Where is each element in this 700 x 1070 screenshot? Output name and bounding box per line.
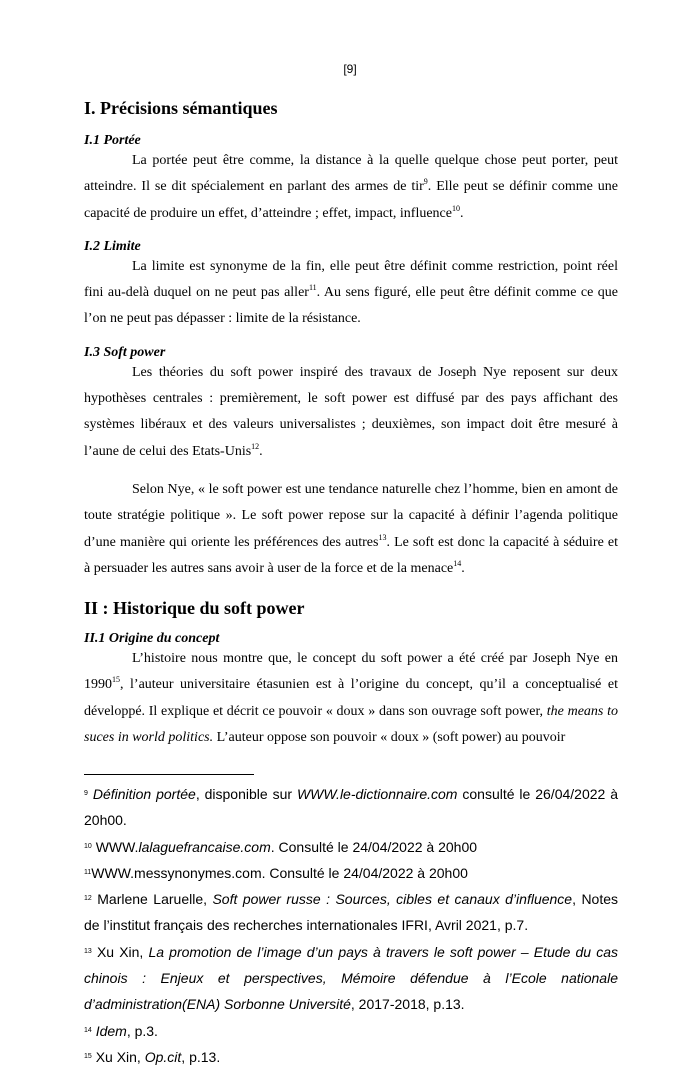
footnote-ref[interactable]: 15 (112, 675, 120, 685)
footnote: $^9$ Définition portée, disponible sur WWW.le-dictionnaire.com consulté le 26/04/2022 à 20h00. (84, 786, 618, 829)
footnote-ref[interactable]: 14 (453, 558, 462, 568)
footnote: $^{12}$ Marlene Laruelle, Soft power russe : Sources, cibles et canaux d’influence, Notes de l’institut français des recherches internationales IFRI, Avril 2021, p.7. (84, 891, 619, 934)
section-heading: I. Précisions sémantiques (84, 98, 278, 118)
footnote: $^{11}$WWW.messynonymes.com. Consulté le 24/04/2022 à 20h00 (84, 864, 468, 881)
paragraph: La portée peut être comme, la distance à la quelle quelque chose peut porter, peut atteindre. Il se dit spécialement en parlant des armes de tir$^9$. Elle peut se définir comme une capacité de produire un effet, d’atteindre ; effet, impact, influence$^{10}$. (84, 153, 618, 221)
subsection-heading: I.1 Portée (84, 133, 141, 148)
footnotes (84, 774, 618, 1070)
page-number: [9] (343, 62, 357, 76)
section-heading: II : Historique du soft power (84, 598, 305, 619)
footnote-ref[interactable]: 9 (423, 177, 428, 187)
subsection-heading: I.3 Soft power (84, 344, 166, 360)
footnote-ref[interactable]: 11 (308, 283, 317, 293)
main-content (84, 96, 618, 751)
subsection-heading: II.1 Origine du concept (84, 631, 220, 647)
paragraph: La limite est synonyme de la fin, elle peut être définit comme restriction, point réel fini au-delà duquel on ne peut pas aller$^{11}$. Au sens figuré, elle peut être définit comme ce que l’on ne peut pas dépasser : limite de la résistance. (84, 258, 619, 327)
footnote: $^{15}$ Xu Xin, Op.cit, p.13. (84, 1048, 221, 1065)
footnote-ref[interactable]: 13 (378, 532, 387, 542)
paragraph: Selon Nye, « le soft power est une tendance naturelle chez l’homme, bien en amont de toute stratégie politique ». Le soft power repose sur la capacité à définir l’agenda politique d’une manière qui oriente les préférences des autres$^{13}$. Le soft est donc la capacité à séduire et à persuader les autres sans avoir à user de la force et de la menace$^{14}$. (84, 481, 618, 576)
footnote: $^{13}$ Xu Xin, La promotion de l’image d’un pays à travers le soft power – Etude du cas chinois : Enjeux et perspectives, Mémoire défendue à l’Ecole nationale d’administration(ENA) Sorbonne Université, 2017-2018, p.13. (84, 943, 618, 1013)
paragraph: L’histoire nous montre que, le concept du soft power a été créé par Joseph Nye en 1990$^{15}$, l’auteur universitaire étasunien est à l’origine du concept, qu’il a conceptualisé et développé. Il explique et décrit ce pouvoir « doux » dans son ouvrage soft power, the means to suces in world politics. L’auteur oppose son pouvoir « doux » (soft power) au pouvoir (84, 651, 619, 746)
footnote-ref[interactable]: 10 (451, 203, 460, 213)
subsection-heading: I.2 Limite (84, 238, 141, 254)
paragraph: Les théories du soft power inspiré des travaux de Joseph Nye reposent sur deux hypothèses centrales : premièrement, le soft power est diffusé par des pays affichant des systèmes libéraux et des valeurs universalistes ; deuxièmes, son impact doit être mesuré à l’aune de celui des Etats-Unis$^{12}$. (84, 364, 618, 459)
footnote-separator (84, 774, 254, 775)
footnote: $^{14}$ Idem, p.3. (84, 1022, 158, 1039)
footnote: $^{10}$ WWW.lalaguefrancaise.com. Consulté le 24/04/2022 à 20h00 (84, 838, 478, 855)
footnote-ref[interactable]: 12 (251, 441, 260, 451)
